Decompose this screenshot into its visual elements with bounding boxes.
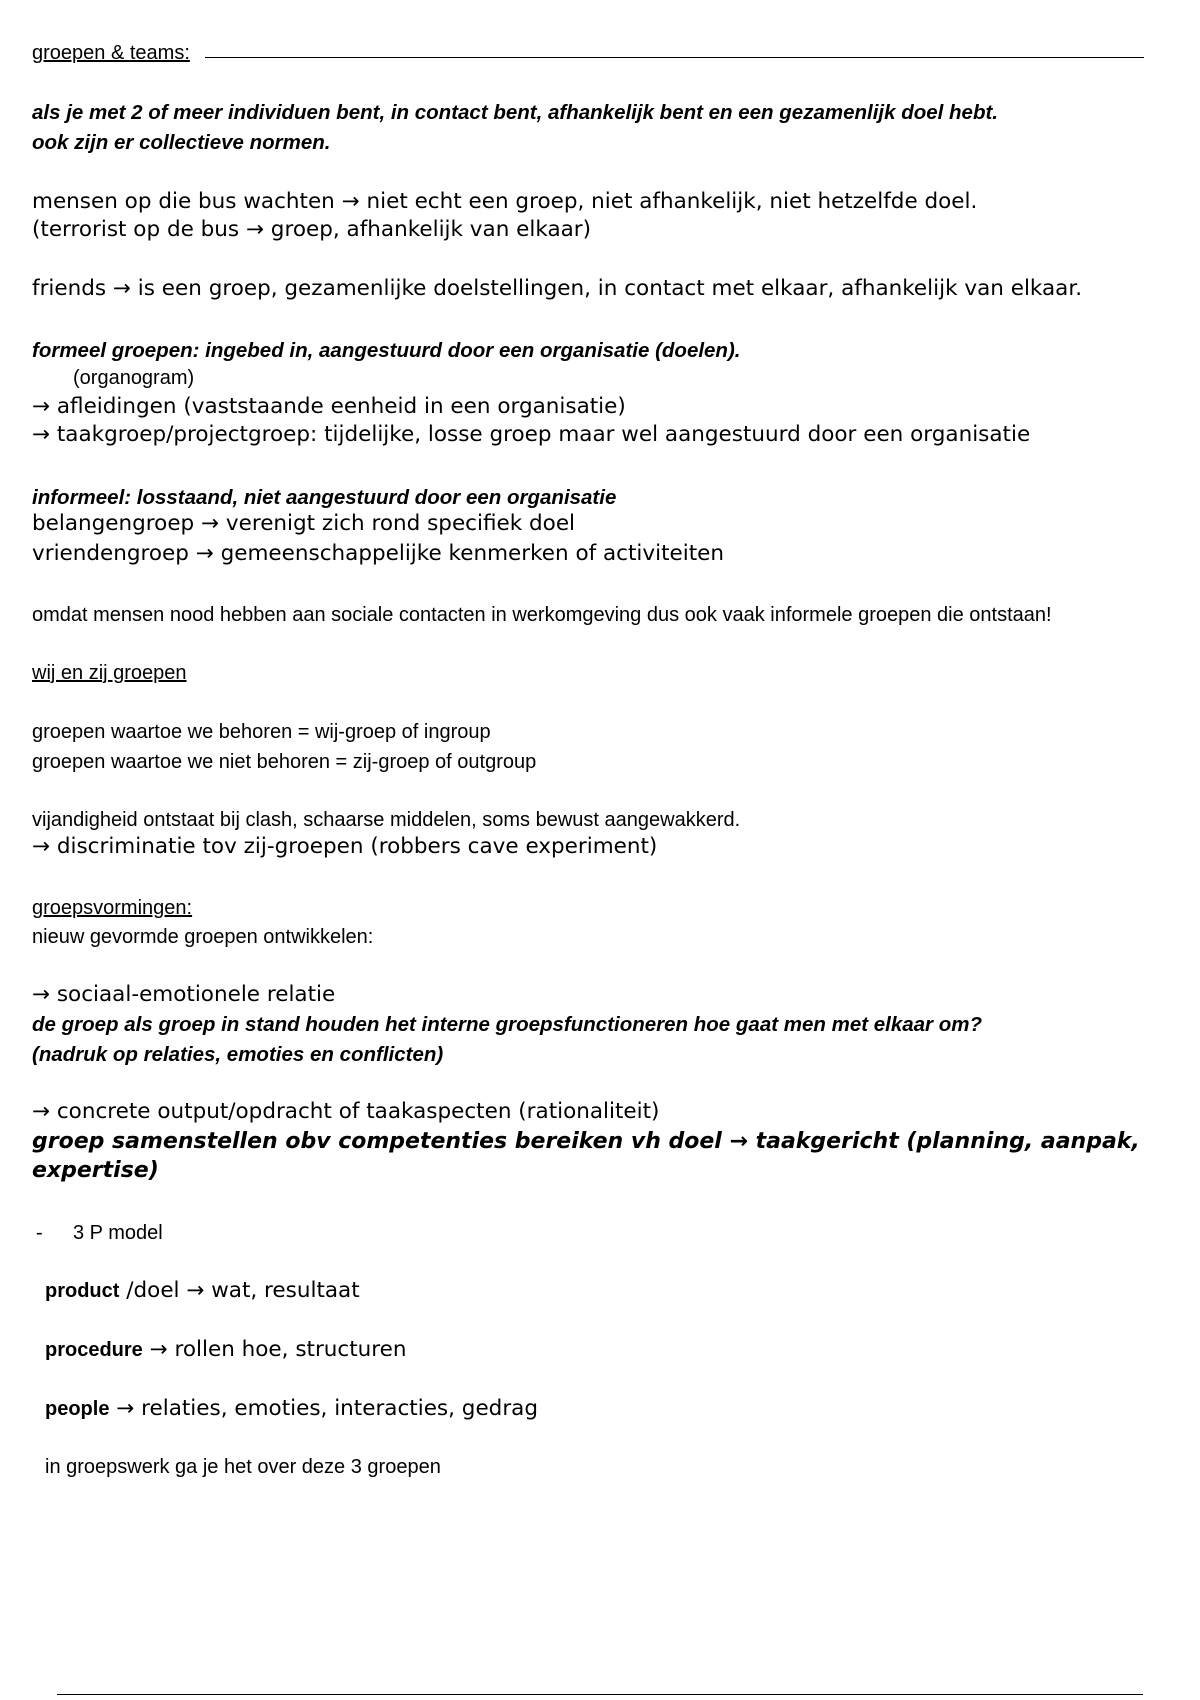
procedure-definition: → rollen hoe, structuren [142, 1337, 407, 1362]
formeel-title: formeel groepen: ingebed in, aangestuurd door een organisatie (doelen). [32, 339, 741, 362]
bus-example-line-1: mensen op die bus wachten → niet echt een groep, niet afhankelijk, niet hetzelfde doel. [32, 189, 978, 214]
informeel-item-2: vriendengroep → gemeenschappelijke kenmerken of activiteiten [32, 541, 725, 566]
informeel-item-1: belangengroep → verenigt zich rond specifiek doel [32, 511, 576, 536]
people-term: people [45, 1398, 110, 1420]
people-definition: → relaties, emoties, interacties, gedrag [109, 1396, 538, 1421]
definition-line-2: ook zijn er collectieve normen. [32, 131, 331, 154]
product-definition: /doel → wat, resultaat [119, 1278, 360, 1303]
model-procedure [45, 1338, 407, 1363]
concrete-output-desc: groep samenstellen obv competenties bereiken vh doel → taakgericht (planning, aanpak, expertise) [32, 1129, 1140, 1183]
three-p-model-title: 3 P model [73, 1222, 163, 1244]
list-bullet: - [36, 1222, 43, 1244]
wijzij-line-1: groepen waartoe we behoren = wij-groep of ingroup [32, 721, 491, 743]
wijzij-line-4: → discriminatie tov zij-groepen (robbers cave experiment) [32, 834, 658, 859]
product-term: product [45, 1280, 120, 1302]
section-heading-groepsvorming: groepsvormingen: [32, 897, 193, 919]
wijzij-line-3: vijandigheid ontstaat bij clash, schaarse middelen, soms bewust aangewakkerd. [32, 809, 741, 831]
wijzij-line-2: groepen waartoe we niet behoren = zij-groep of outgroup [32, 751, 537, 773]
model-closing-note: in groepswerk ga je het over deze 3 groepen [45, 1456, 441, 1478]
groepsvorming-intro: nieuw gevormde groepen ontwikkelen: [32, 926, 374, 948]
formeel-item-2: → taakgroep/projectgroep: tijdelijke, losse groep maar wel aangestuurd door een organisatie [32, 422, 1031, 447]
model-people [45, 1397, 538, 1422]
section-heading-wij-zij: wij en zij groepen [32, 662, 187, 684]
heading-rule [205, 57, 1144, 58]
section-heading-groepen-teams: groepen & teams: [32, 42, 190, 64]
organogram-note: (organogram) [73, 367, 195, 389]
concrete-output-item: → concrete output/opdracht of taakaspecten (rationaliteit) [32, 1099, 660, 1124]
friends-example: friends → is een groep, gezamenlijke doelstellingen, in contact met elkaar, afhankelijk van elkaar. [32, 276, 1083, 301]
footer-rule [57, 1694, 1143, 1695]
omdat-paragraph: omdat mensen nood hebben aan sociale contacten in werkomgeving dus ook vaak informele groepen die ontstaan! [32, 604, 1052, 626]
socio-emotional-desc-2: (nadruk op relaties, emoties en conflicten) [32, 1043, 444, 1066]
socio-emotional-item: → sociaal-emotionele relatie [32, 982, 336, 1007]
formeel-item-1: → afleidingen (vaststaande eenheid in een organisatie) [32, 394, 626, 419]
definition-line-1: als je met 2 of meer individuen bent, in contact bent, afhankelijk bent en een gezamenlijk doel hebt. [32, 101, 998, 124]
informeel-title: informeel: losstaand, niet aangestuurd door een organisatie [32, 486, 617, 509]
procedure-term: procedure [45, 1339, 143, 1361]
model-product [45, 1279, 360, 1304]
socio-emotional-desc-1: de groep als groep in stand houden het interne groepsfunctioneren hoe gaat men met elkaar om? [32, 1013, 982, 1036]
bus-example-line-2: (terrorist op de bus → groep, afhankelijk van elkaar) [32, 217, 592, 242]
